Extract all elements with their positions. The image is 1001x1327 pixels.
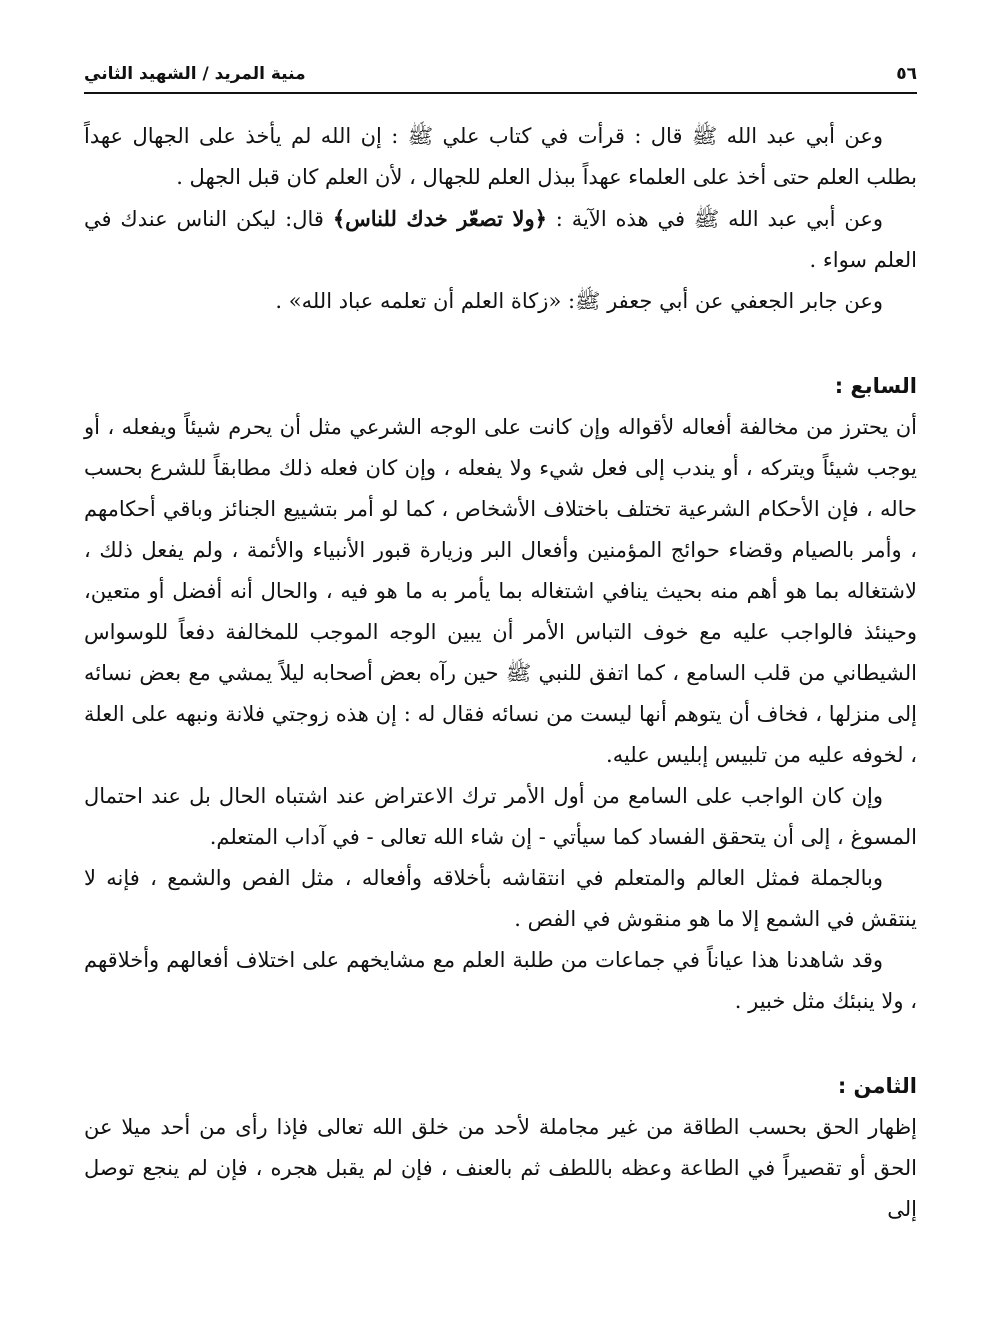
paragraph-seventh-4: وقد شاهدنا هذا عياناً في جماعات من طلبة العلم مع مشايخهم على اختلاف أفعالهم وأخلاقهم ، ولا ينبئك مثل خبير . (84, 948, 917, 1013)
section-heading-seventh: السابع : (834, 374, 917, 398)
paragraph-seventh-3: وبالجملة فمثل العالم والمتعلم في انتقاشه بأخلاقه وأفعاله ، مثل الفص والشمع ، فإنه لا ينتقش في الشمع إلا ما هو منقوش في الفص . (84, 866, 917, 931)
page-number: ٥٦ (896, 64, 917, 84)
running-title: منية المريد / الشهيد الثاني (84, 64, 306, 84)
paragraph-hadith-3: وعن جابر الجعفي عن أبي جعفر ﷺ: «زكاة العلم أن تعلمه عباد الله» . (275, 289, 883, 313)
body-text (84, 116, 917, 1230)
section-gap (84, 322, 917, 366)
paragraph-eighth-1: إظهار الحق بحسب الطاقة من غير مجاملة لأحد من خلق الله تعالى فإذا رأى من أحد ميلا عن الحق أو تقصيراً في الطاعة وعظه باللطف ثم بالعنف ، فإن لم يقبل هجره ، فإن لم ينجع توصل إلى (84, 1115, 917, 1221)
paragraph-seventh-1: أن يحترز من مخالفة أفعاله لأقواله وإن كانت على الوجه الشرعي مثل أن يحرم شيئاً ويفعله ، أو يوجب شيئاً ويتركه ، أو يندب إلى فعل شيء ولا يفعله ، وإن كان فعله ذلك مطابقاً للشرع بحسب حاله ، فإن الأحكام الشرعية تختلف باختلاف الأشخاص ، كما لو أمر بتشييع الجنائز وباقي أحكامهم ، وأمر بالصيام وقضاء حوائج المؤمنين وأفعال البر وزيارة قبور الأنبياء والأئمة ، ولم يفعل ذلك ، لاشتغاله بما هو أهم منه بحيث ينافي اشتغاله بما يأمر به ما هو فيه ، والحال أنه أفضل أو متعين، وحينئذ فالواجب عليه مع خوف التباس الأمر أن يبين الوجه الموجب للمخالفة دفعاً للوسواس الشيطاني من قلب السامع ، كما اتفق للنبي ﷺ حين رآه بعض أصحابه ليلاً يمشي مع بعض نسائه إلى منزلها ، فخاف أن يتوهم أنها ليست من نسائه فقال له : إن هذه زوجتي فلانة ونبهه على العلة ، لخوفه عليه من تلبيس إبليس عليه. (84, 415, 917, 767)
section-heading-eighth: الثامن : (837, 1074, 917, 1098)
hadith-2-intro: وعن أبي عبد الله ﷺ في هذه الآية : (546, 207, 883, 231)
paragraph-hadith-2 (84, 198, 917, 281)
running-header (84, 56, 917, 94)
paragraph-seventh-2: وإن كان الواجب على السامع من أول الأمر ترك الاعتراض عند اشتباه الحال بل عند احتمال المسوغ ، إلى أن يتحقق الفساد كما سيأتي - إن شاء الله تعالى - في آداب المتعلم. (84, 784, 917, 849)
quran-verse: ﴿ولا تصعّر خدك للناس﴾ (332, 206, 547, 231)
section-gap (84, 1022, 917, 1066)
paragraph-hadith-1: وعن أبي عبد الله ﷺ قال : قرأت في كتاب علي ﷺ : إن الله لم يأخذ على الجهال عهداً بطلب العلم حتى أخذ على العلماء عهداً ببذل العلم للجهال ، لأن العلم كان قبل الجهل . (84, 124, 917, 189)
hadith-2-rest: قال: ليكن الناس عندك في العلم سواء . (84, 207, 917, 272)
